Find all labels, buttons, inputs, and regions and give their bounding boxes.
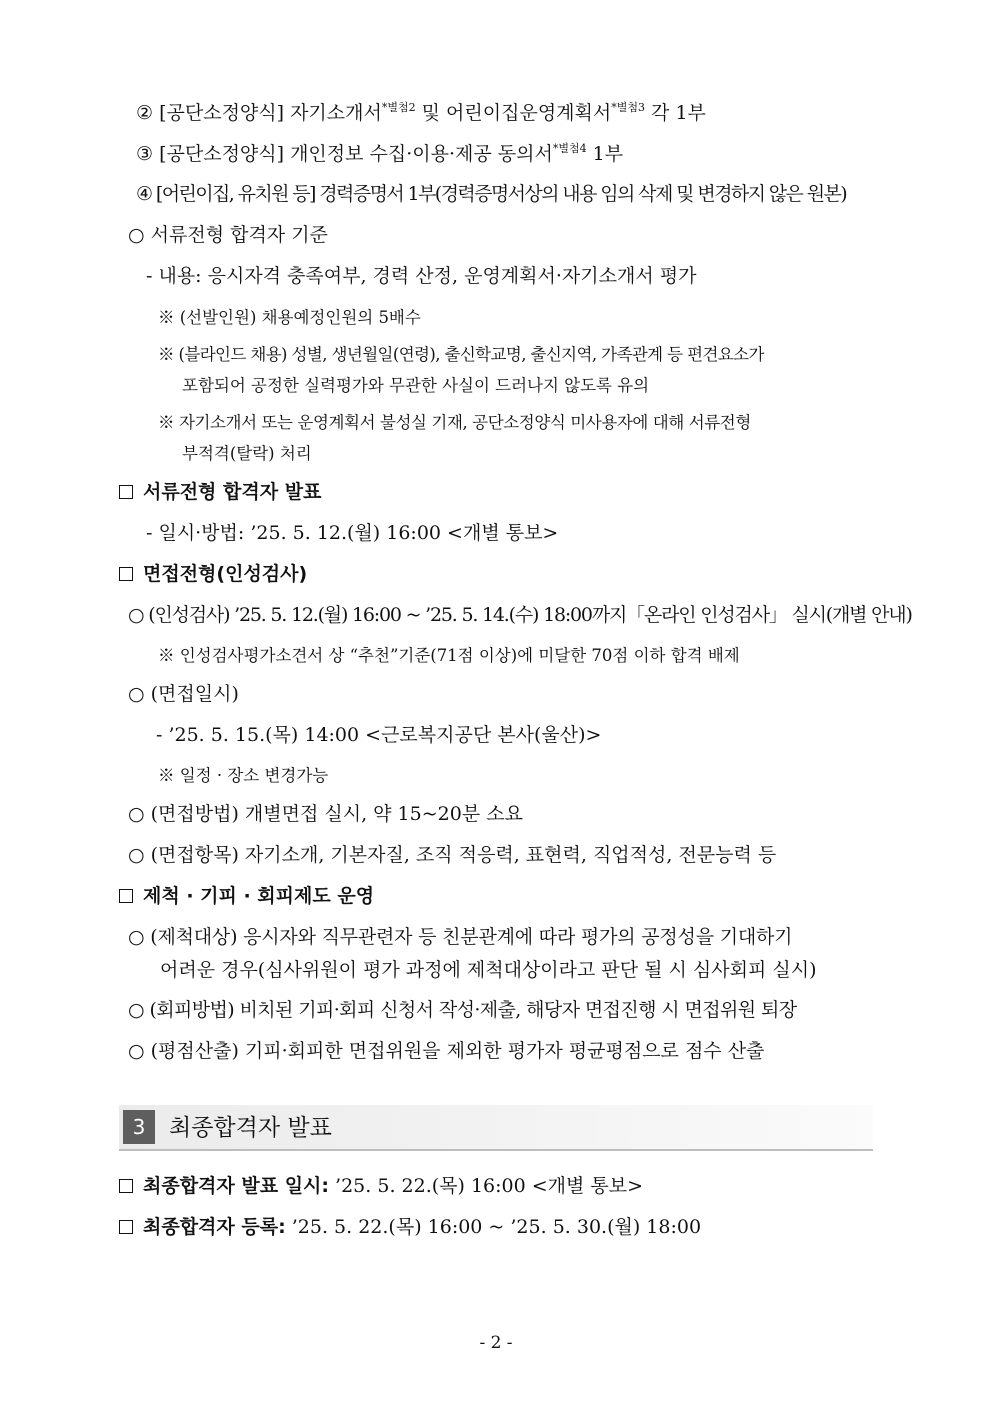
- recusal-target-line2: 어려운 경우(심사위원이 평가 과정에 제척대상이라고 판단 될 시 심사회피 실시): [160, 959, 817, 981]
- doc-screen-heading: [128, 222, 328, 248]
- section-title: 최종합격자 발표: [169, 1115, 332, 1141]
- recusal-method-text: (회피방법) 비치된 기피·회피 신청서 작성·제출, 해당자 면접진행 시 면접위원 퇴장: [149, 999, 797, 1021]
- circle-bullet: ○: [128, 224, 145, 246]
- final-register: [119, 1214, 701, 1240]
- interview-heading-text: 면접전형(인성검사): [143, 563, 308, 585]
- final-register-value: ’25. 5. 22.(목) 16:00 ~ ’25. 5. 30.(월) 18:00: [285, 1216, 702, 1238]
- circle-bullet: ○: [128, 1040, 145, 1062]
- item-3: [136, 141, 623, 167]
- doc-screen-note-3-line2: 부적격(탈락) 처리: [182, 444, 312, 463]
- final-announce-label: 최종합격자 발표 일시:: [143, 1175, 330, 1197]
- section-number-badge: 3: [123, 1110, 155, 1144]
- interview-date-note: ※ 일정 · 장소 변경가능: [158, 766, 329, 785]
- interview-method: [128, 801, 523, 827]
- circle-bullet: ○: [128, 683, 145, 705]
- interview-items-text: (면접항목) 자기소개, 기본자질, 조직 적응력, 표현력, 직업적성, 전문능력 등: [150, 844, 777, 866]
- circle-bullet: ○: [128, 844, 145, 866]
- checkbox-square-icon: [119, 567, 133, 581]
- interview-date-detail: - ’25. 5. 15.(목) 14:00 <근로복지공단 본사(울산)>: [156, 724, 602, 746]
- circled-four-mark: ④: [136, 183, 152, 205]
- doc-screen-content: - 내용: 응시자격 충족여부, 경력 산정, 운영계획서·자기소개서 평가: [146, 265, 697, 287]
- recusal-heading: [119, 883, 374, 909]
- checkbox-square-icon: [119, 1179, 133, 1193]
- circle-bullet: ○: [128, 803, 145, 825]
- doc-screen-note-2-line2: 포함되어 공정한 실력평가와 무관한 사실이 드러나지 않도록 유의: [182, 376, 650, 395]
- checkbox-square-icon: [119, 1220, 133, 1234]
- circled-three-mark: ③: [136, 143, 154, 165]
- recusal-score: [128, 1038, 764, 1064]
- attachment-2-ref: *별첨2: [381, 101, 416, 114]
- doc-result-heading: [119, 479, 321, 505]
- circle-bullet: ○: [128, 926, 145, 948]
- attachment-3-ref: *별첨3: [611, 101, 646, 114]
- recusal-target-text: (제척대상) 응시자와 직무관련자 등 친분관계에 따라 평가의 공정성을 기대하기: [150, 926, 793, 948]
- interview-aptitude: [128, 602, 912, 628]
- interview-date-heading: [128, 681, 239, 707]
- circle-bullet: ○: [128, 999, 144, 1021]
- section-3-header: [119, 1105, 873, 1151]
- recusal-score-text: (평점산출) 기피·회피한 면접위원을 제외한 평가자 평균평점으로 점수 산출: [150, 1040, 765, 1062]
- recusal-method: [128, 997, 796, 1023]
- doc-result-heading-text: 서류전형 합격자 발표: [143, 481, 322, 503]
- circled-two-mark: ②: [136, 102, 154, 124]
- checkbox-square-icon: [119, 889, 133, 903]
- interview-heading: [119, 561, 307, 587]
- item-2-text-a: [공단소정양식] 자기소개서: [159, 102, 382, 124]
- doc-screen-heading-text: 서류전형 합격자 기준: [150, 224, 328, 246]
- item-2: [136, 100, 706, 126]
- interview-aptitude-note: ※ 인성검사평가소견서 상 “추천”기준(71점 이상)에 미달한 70점 이하 합격 배제: [158, 646, 740, 665]
- item-2-text-c: 각 1부: [645, 102, 706, 124]
- interview-date-heading-text: (면접일시): [150, 683, 239, 705]
- interview-aptitude-text: (인성검사) ’25. 5. 12.(월) 16:00 ~ ’25. 5. 14.(수) 18:00까지「온라인 인성검사」 실시(개별 안내): [148, 604, 912, 626]
- circle-bullet: ○: [128, 604, 144, 626]
- checkbox-square-icon: [119, 485, 133, 499]
- doc-result-detail: - 일시·방법: ’25. 5. 12.(월) 16:00 <개별 통보>: [146, 522, 559, 544]
- interview-items: [128, 842, 776, 868]
- recusal-heading-text: 제척 · 기피 · 회피제도 운영: [143, 885, 375, 907]
- item-4: [136, 181, 846, 207]
- final-announce: [119, 1173, 643, 1199]
- doc-screen-note-2-line1: ※ (블라인드 채용) 성별, 생년월일(연령), 출신학교명, 출신지역, 가족관계 등 편견요소가: [158, 345, 764, 364]
- attachment-4-ref: *별첨4: [552, 142, 587, 155]
- item-4-text: [어린이집, 유치원 등] 경력증명서 1부(경력증명서상의 내용 임의 삭제 및 변경하지 않은 원본): [155, 183, 847, 205]
- interview-method-text: (면접방법) 개별면접 실시, 약 15~20분 소요: [150, 803, 523, 825]
- doc-screen-note-3-line1: ※ 자기소개서 또는 운영계획서 불성실 기재, 공단소정양식 미사용자에 대해 서류전형: [158, 413, 751, 432]
- recusal-target-line1: [128, 924, 792, 950]
- item-3-text-a: [공단소정양식] 개인정보 수집·이용·제공 동의서: [159, 143, 553, 165]
- final-announce-value: ’25. 5. 22.(목) 16:00 <개별 통보>: [329, 1175, 644, 1197]
- doc-screen-note-1: ※ (선발인원) 채용예정인원의 5배수: [158, 308, 421, 327]
- item-2-text-b: 및 어린이집운영계획서: [415, 102, 612, 124]
- item-3-text-b: 1부: [586, 143, 624, 165]
- final-register-label: 최종합격자 등록:: [143, 1216, 286, 1238]
- page-number: - 2 -: [479, 1333, 513, 1353]
